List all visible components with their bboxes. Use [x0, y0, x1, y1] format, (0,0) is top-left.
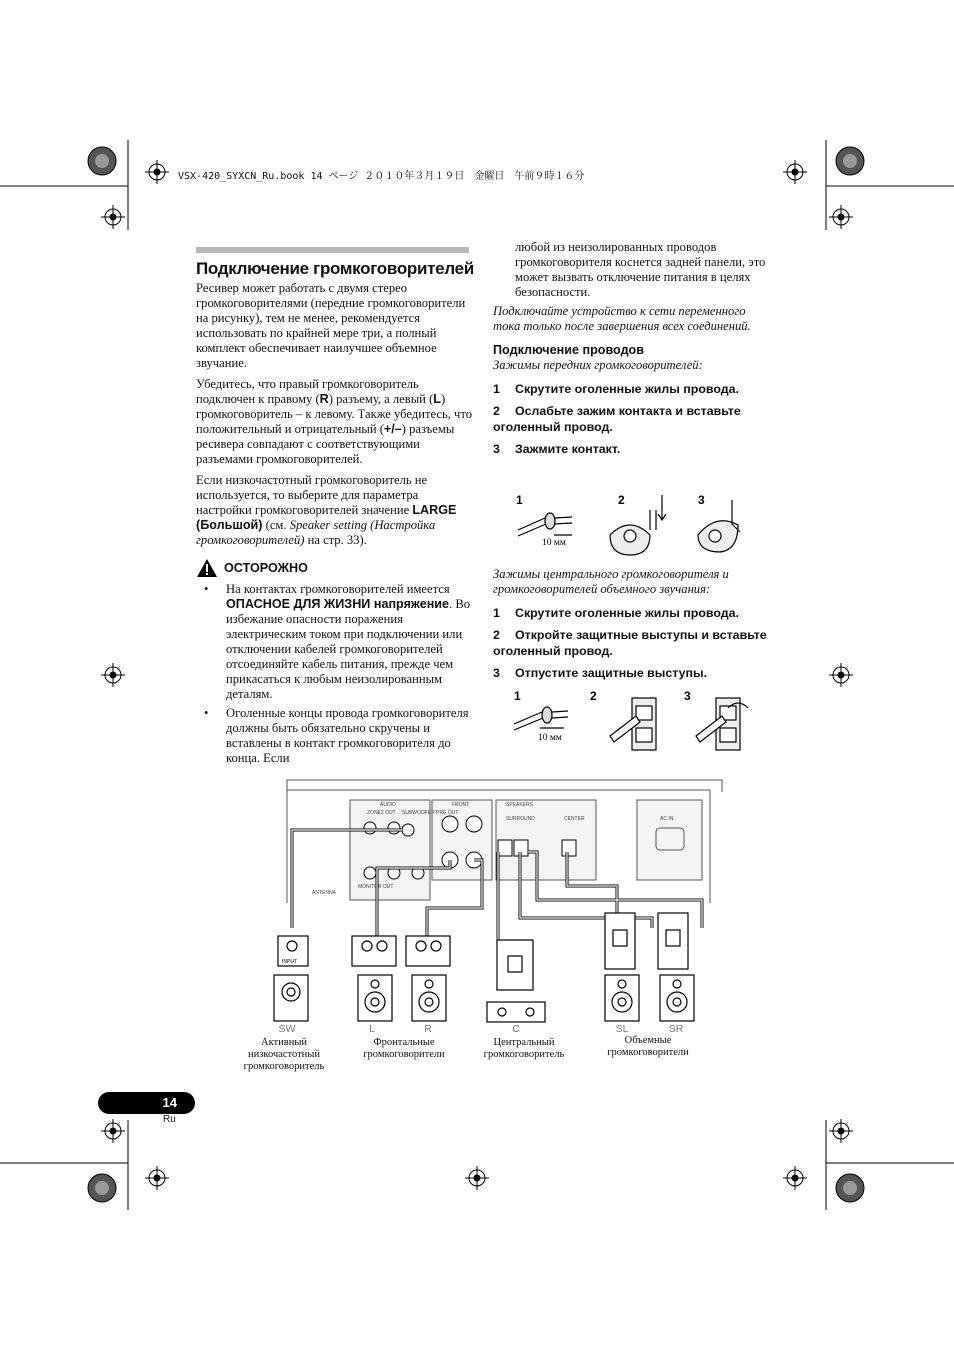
step-item: 1 Скрутите оголенные жилы провода.: [493, 606, 739, 620]
code-sr: SR: [668, 1023, 684, 1035]
step-item: 3 Зажмите контакт.: [493, 442, 621, 456]
spring-terminal-figure: [510, 686, 770, 766]
center-subtitle: Зажимы центрального громкоговорителя и громкоговорителей объемного звучания:: [493, 567, 729, 596]
center-steps: [493, 605, 769, 681]
svg-text:3: 3: [698, 493, 705, 507]
svg-text:2: 2: [618, 493, 625, 507]
svg-text:AUDIO: AUDIO: [380, 802, 396, 808]
intro-paragraph: Ресивер может работать с двумя стерео громкоговорителями (передние громкоговорители на рисунку), тем не менее, рекомендуется использовать по крайней мере три, а полный комплект обеспечивает наилучшее объемное звучание.: [196, 281, 466, 370]
code-sl: SL: [615, 1023, 629, 1035]
print-header: VSX-420_SYXCN_Ru.book 14 ページ ２０１０年３月１９日 金曜日 午前９時１６分: [178, 171, 585, 182]
svg-text:10 мм: 10 мм: [538, 733, 562, 743]
svg-text:3: 3: [684, 689, 691, 703]
svg-text:CENTER: CENTER: [564, 816, 585, 822]
center-block: [493, 567, 769, 687]
step-item: 2 Ослабьте зажим контакта и вставьте оголенный провод.: [493, 404, 741, 434]
svg-text:10 мм: 10 мм: [542, 538, 566, 548]
page-number-badge: 14: [98, 1092, 195, 1114]
svg-text:SUBWOOFER PRE OUT: SUBWOOFER PRE OUT: [402, 810, 459, 816]
language-code: Ru: [163, 1114, 176, 1125]
svg-text:MONITOR OUT: MONITOR OUT: [358, 884, 394, 890]
page-title: Подключение громкоговорителей: [196, 259, 474, 278]
list-item: • На контактах громкоговорителей имеется ОПАСНОЕ ДЛЯ ЖИЗНИ напряжение. Во избежание опасности поражения электрическим током при подключении или отключении кабелей громкоговорителей отсоединяйте кабель питания, прежде чем прикасаться к любым неизолированным деталям.: [204, 582, 471, 701]
svg-text:SPEAKERS: SPEAKERS: [506, 802, 533, 808]
code-l: L: [369, 1023, 375, 1035]
wiring-title: Подключение проводов: [493, 343, 644, 357]
svg-text:2: 2: [590, 689, 597, 703]
svg-text:ANTENNA: ANTENNA: [312, 890, 336, 896]
continued-paragraph: любой из неизолированных проводов громкоговорителя коснется задней панели, это может вызвать отключение питания в целях безопасности.: [515, 240, 766, 299]
svg-text:FRONT: FRONT: [452, 802, 470, 808]
right-column: [493, 240, 769, 463]
speaker-setting-link[interactable]: Speaker setting (Настройка громкоговорителей): [196, 518, 436, 547]
power-note: Подключайте устройство к сети переменного тока только после завершения всех соединений.: [493, 304, 751, 333]
caution-title: ОСТОРОЖНО: [224, 560, 308, 575]
caption-front: Фронтальные громкоговорители: [363, 1037, 445, 1060]
svg-text:INPUT: INPUT: [282, 959, 297, 965]
subwoofer-paragraph: Если низкочастотный громкоговоритель не используется, то выберите для параметра настройки громкоговорителей значение LARGE (Большой) (см. Speaker setting (Настройка громкоговорителей) на стр. 33).: [196, 473, 457, 547]
front-terminal-figure: [510, 490, 770, 570]
caption-surround: Объемные громкоговорители: [607, 1035, 689, 1058]
caution-block: [196, 558, 472, 766]
svg-text:AC IN: AC IN: [660, 816, 674, 822]
connection-diagram: [272, 778, 742, 1028]
list-item: • Оголенные концы провода громкоговорителя должны быть обязательно скручены и вставлены в контакт громкоговорителя до конца. Если: [204, 706, 469, 765]
svg-text:ZONE2 OUT: ZONE2 OUT: [367, 810, 396, 816]
caption-subwoofer: Активный низкочастотный громкоговоритель: [243, 1037, 325, 1072]
svg-text:1: 1: [516, 493, 523, 507]
section-bar: [196, 247, 469, 253]
polarity-paragraph: Убедитесь, что правый громкоговоритель подключен к правому (R) разъему, а левый (L) громкоговоритель – к левому. Также убедитесь, что положительный и отрицательный (+/–) разъемы ресивера совпадают с соответствующими разъемами громкоговорителей.: [196, 377, 472, 466]
code-r: R: [424, 1023, 432, 1035]
front-subtitle: Зажимы передних громкоговорителей:: [493, 358, 703, 372]
svg-text:SURROUND: SURROUND: [506, 816, 535, 822]
front-steps: [493, 381, 769, 457]
caption-center: Центральный громкоговоритель: [483, 1037, 565, 1060]
code-sw: SW: [278, 1023, 296, 1035]
step-item: 2 Откройте защитные выступы и вставьте оголенный провод.: [493, 628, 767, 658]
warning-icon: [196, 558, 218, 578]
left-column: [196, 281, 472, 766]
step-item: 1 Скрутите оголенные жилы провода.: [493, 382, 739, 396]
svg-text:1: 1: [514, 689, 521, 703]
code-c: C: [512, 1023, 520, 1035]
step-item: 3 Отпустите защитные выступы.: [493, 666, 708, 680]
